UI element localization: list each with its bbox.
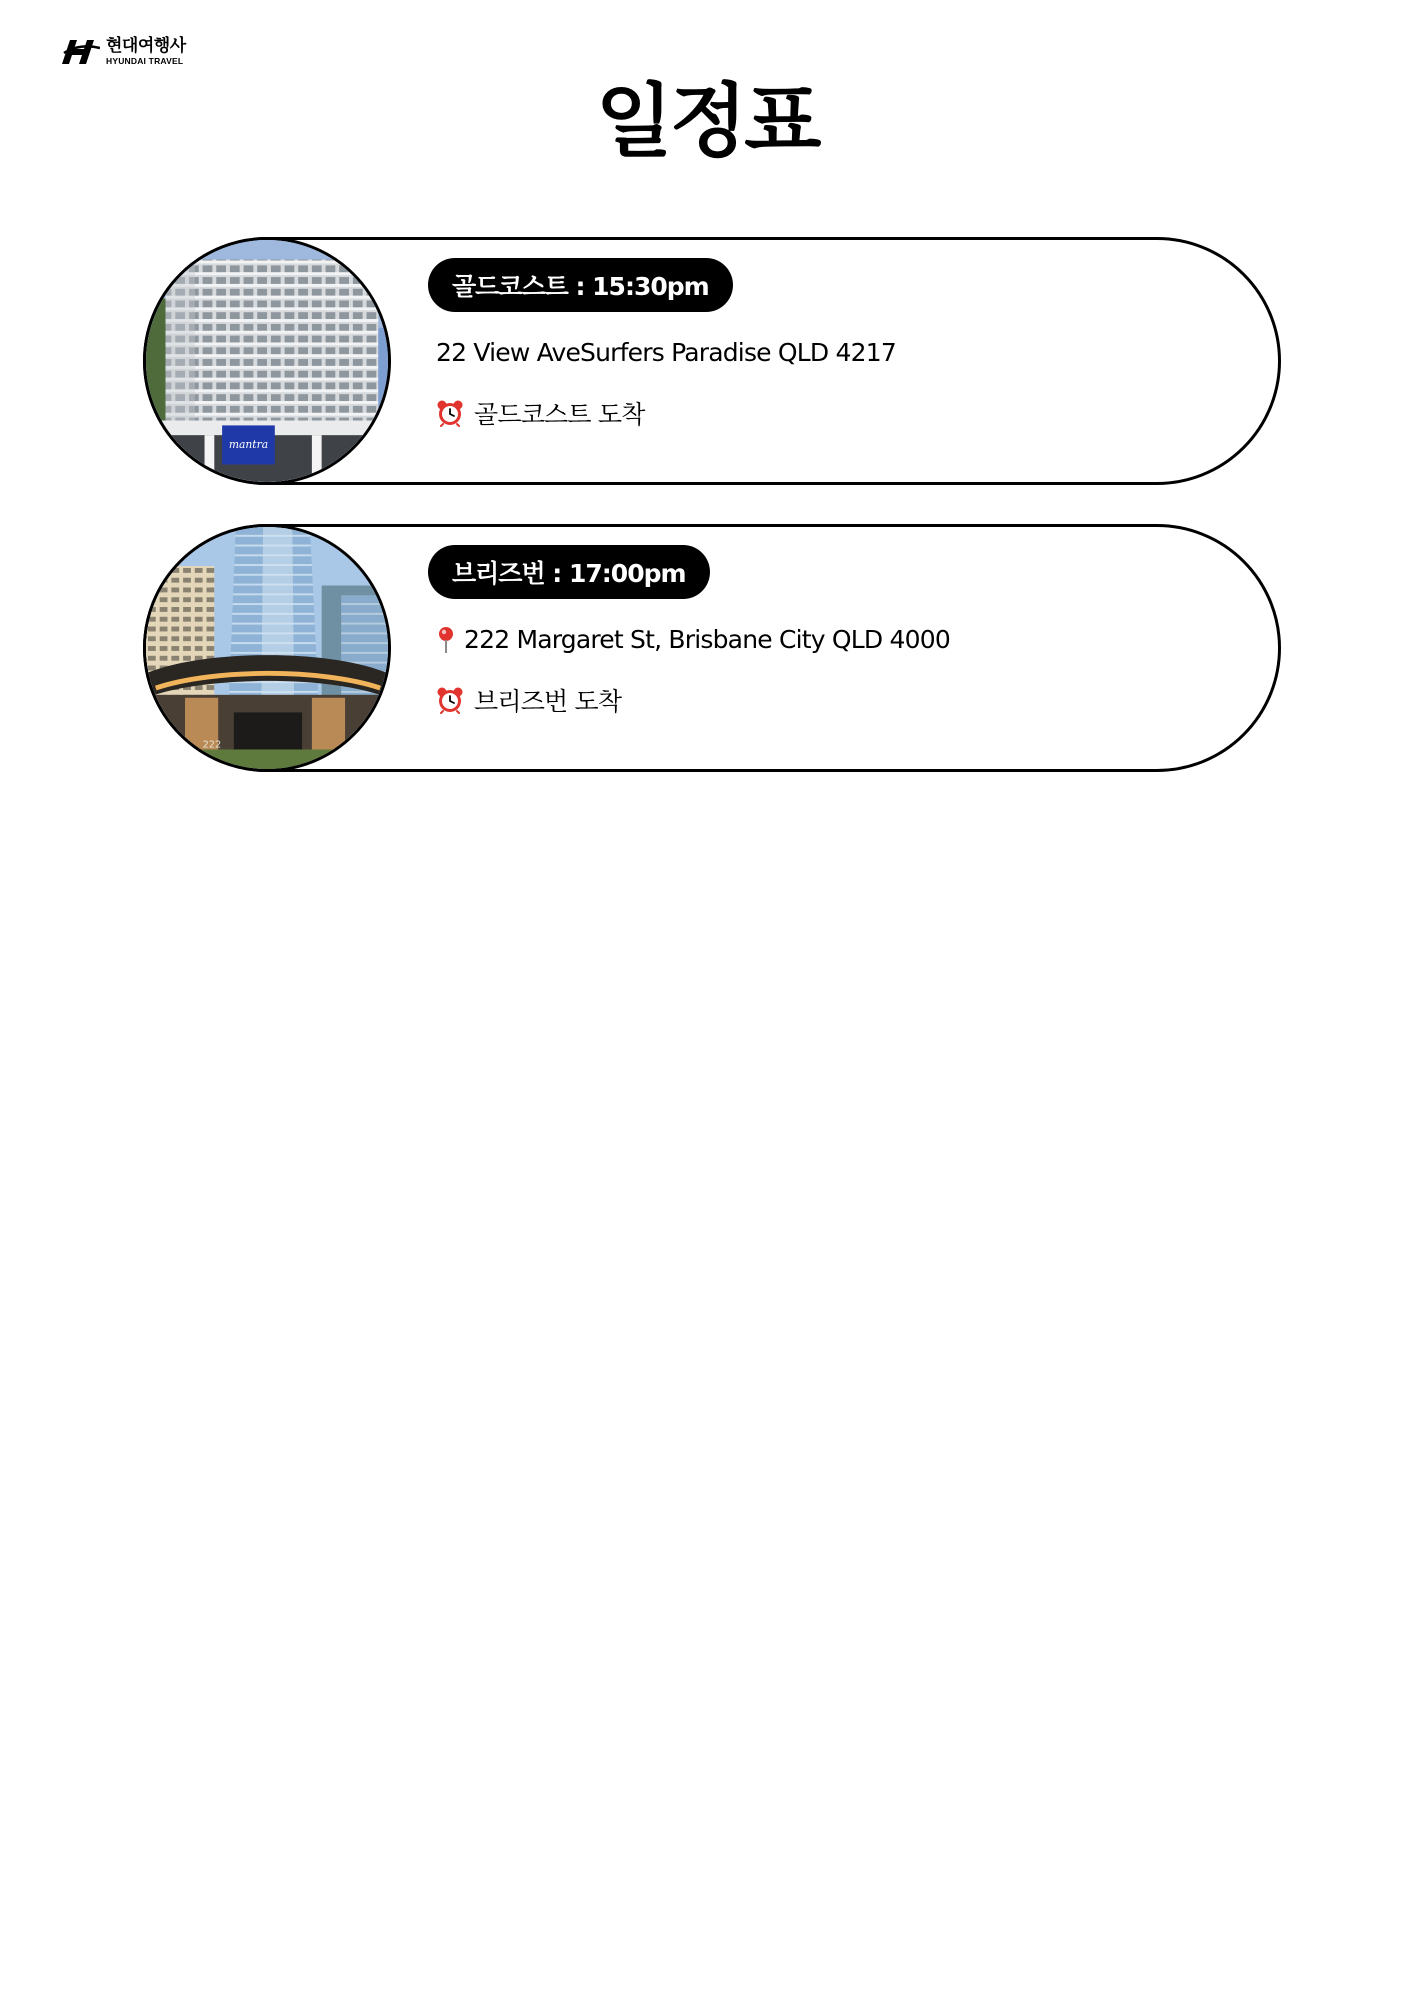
arrival-text: 브리즈번 도착 bbox=[474, 687, 622, 716]
company-logo bbox=[62, 36, 186, 68]
hyundai-travel-logo-icon bbox=[62, 36, 100, 68]
itinerary-card-brisbane bbox=[143, 524, 1281, 772]
map-pin-icon bbox=[436, 626, 456, 654]
logo-english-text: HYUNDAI TRAVEL bbox=[106, 56, 184, 67]
alarm-clock-icon bbox=[436, 399, 464, 427]
alarm-clock-icon bbox=[436, 686, 464, 714]
address-text: 22 View AveSurfers Paradise QLD 4217 bbox=[436, 338, 896, 367]
itinerary-heading: 브리즈번 : 17:00pm bbox=[428, 545, 710, 599]
arrival-row bbox=[436, 395, 645, 431]
hotel-photo-image bbox=[146, 527, 388, 769]
itinerary-card-gold-coast bbox=[143, 237, 1281, 485]
address-row bbox=[436, 338, 896, 367]
arrival-text: 골드코스트 도착 bbox=[474, 400, 645, 429]
hotel-photo-image bbox=[146, 240, 388, 482]
photo-sign-text: mantra bbox=[228, 437, 269, 451]
address-text: 222 Margaret St, Brisbane City QLD 4000 bbox=[464, 625, 950, 654]
hotel-photo-gold-coast bbox=[143, 237, 391, 485]
logo-korean-text: 현대여행사 bbox=[106, 36, 186, 57]
address-row bbox=[436, 625, 950, 654]
itinerary-heading: 골드코스트 : 15:30pm bbox=[428, 258, 733, 312]
arrival-row bbox=[436, 682, 621, 718]
hotel-photo-brisbane bbox=[143, 524, 391, 772]
photo-sign-text: 222 bbox=[202, 739, 222, 751]
page-title: 일정표 bbox=[595, 75, 819, 168]
